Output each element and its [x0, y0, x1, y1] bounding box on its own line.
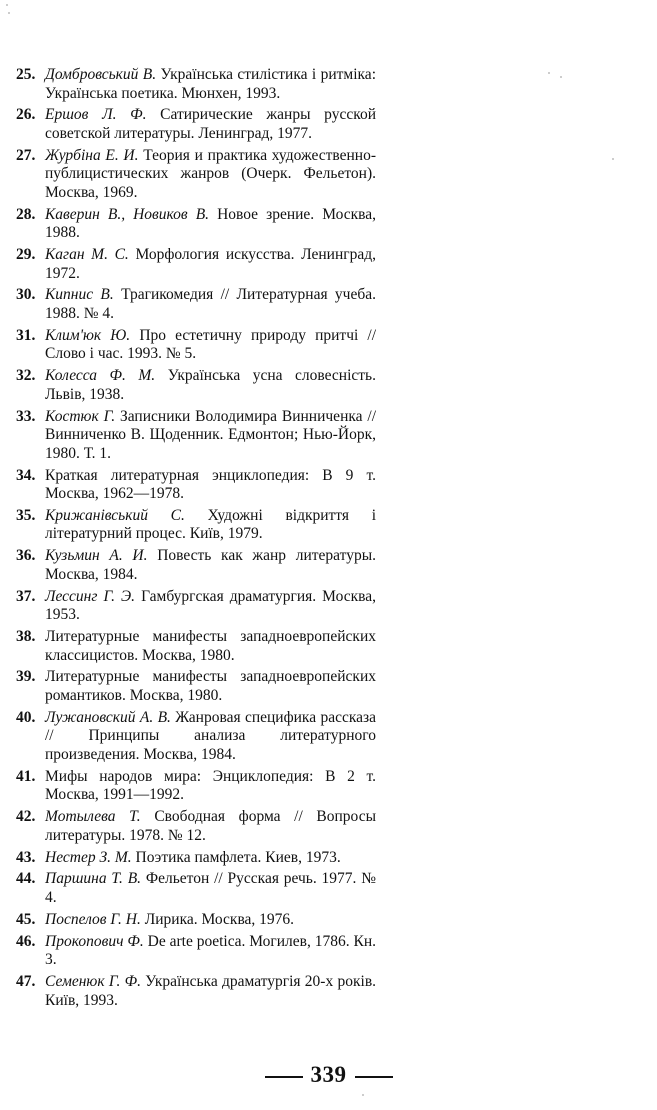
entry-text: Литературные манифесты западноевропейских романтиков. Москва, 1980. [45, 668, 376, 704]
entry-number: 39. [16, 668, 36, 686]
entry-author: Костюк Г. [45, 407, 116, 425]
entry-number: 46. [16, 932, 36, 950]
bibliography-entry [16, 327, 376, 364]
page-number-footer [0, 1062, 657, 1088]
bibliography-entry [16, 246, 376, 283]
entry-number: 37. [16, 587, 36, 605]
bibliography-entry [16, 628, 376, 665]
entry-author: Ершов Л. Ф. [45, 106, 147, 124]
entry-text: Записники Володимира Винниченка // Винниченко В. Щоденник. Едмонтон; Нью-Йорк, 1980. Т. 1. [45, 407, 377, 462]
page-number: 339 [310, 1062, 347, 1087]
entry-text: Поэтика памфлета. Киев, 1973. [135, 848, 341, 866]
bibliography-entry [16, 467, 376, 504]
entry-author: Лужановский А. В. [45, 708, 171, 726]
entry-text: Українська стилістика і ритміка: Українська поетика. Мюнхен, 1993. [45, 66, 376, 102]
entry-author: Кузьмин А. И. [45, 547, 148, 565]
entry-number: 38. [16, 628, 36, 646]
entry-author: Каган М. С. [45, 246, 129, 264]
entry-number: 47. [16, 973, 36, 991]
entry-text: Українська усна словесність. Львів, 1938. [45, 367, 376, 403]
entry-text: Про естетичну природу притчі // Слово і час. 1993. № 5. [45, 326, 377, 363]
entry-number: 45. [16, 910, 36, 928]
entry-number: 29. [16, 246, 36, 264]
entry-text: Художні відкриття і літературний процес. Київ, 1979. [45, 506, 376, 543]
entry-text: Повесть как жанр литературы. Москва, 1984. [45, 547, 377, 583]
entry-text: Новое зрение. Москва, 1988. [45, 205, 377, 242]
entry-text: De arte poetica. Могилев, 1786. Кн. 3. [45, 932, 377, 969]
bibliography-entry [16, 870, 376, 907]
entry-number: 36. [16, 547, 36, 565]
bibliography-entry [16, 668, 376, 705]
entry-number: 44. [16, 870, 36, 888]
bibliography-entry [16, 709, 376, 765]
entry-author: Домбровський В. [45, 66, 157, 83]
right-dash [355, 1076, 393, 1078]
entry-number: 26. [16, 106, 36, 124]
entry-text: Краткая литературная энциклопедия: В 9 т. Москва, 1962—1978. [45, 466, 376, 503]
entry-author: Крижанівський С. [45, 506, 185, 524]
entry-number: 35. [16, 506, 36, 524]
entry-text: Сатирические жанры русской советской литературы. Ленинград, 1977. [45, 106, 377, 142]
bibliography-list [16, 66, 376, 1013]
bibliography-entry [16, 367, 376, 404]
bibliography-entry [16, 547, 376, 584]
entry-text: Жанровая специфика рассказа // Принципы анализа литературного произведения. Москва, 1984. [45, 708, 377, 763]
entry-author: Паршина Т. В. [45, 870, 142, 888]
bibliography-entry [16, 408, 376, 464]
entry-author: Кипнис В. [45, 286, 114, 304]
entry-author: Нестер З. М. [45, 848, 132, 866]
bibliography-entry [16, 768, 376, 805]
entry-text: Литературные манифесты западноевропейских классицистов. Москва, 1980. [45, 628, 376, 664]
entry-author: Журбіна Е. И. [45, 146, 139, 164]
bibliography-entry [16, 206, 376, 243]
scan-speck [8, 12, 10, 14]
scan-speck [548, 72, 550, 74]
entry-text: Гамбургская драматургия. Москва, 1953. [45, 587, 376, 624]
entry-author: Каверин В., Новиков В. [45, 205, 210, 223]
entry-author: Колесса Ф. М. [45, 367, 156, 385]
bibliography-entry [16, 808, 376, 845]
bibliography-entry [16, 911, 376, 930]
entry-number: 27. [16, 146, 36, 164]
entry-text: Фельетон // Русская речь. 1977. № 4. [45, 870, 377, 906]
entry-number: 33. [16, 407, 36, 425]
entry-author: Клим'юк Ю. [45, 326, 131, 344]
entry-number: 34. [16, 466, 36, 484]
entry-text: Мифы народов мира: Энциклопедия: В 2 т. Москва, 1991—1992. [45, 767, 376, 804]
entry-author: Мотылева Т. [45, 808, 141, 826]
bibliography-entry [16, 106, 376, 143]
entry-text: Морфология искусства. Ленинград, 1972. [45, 246, 377, 282]
entry-number: 43. [16, 848, 36, 866]
entry-number: 25. [16, 66, 36, 83]
entry-text: Свободная форма // Вопросы литературы. 1978. № 12. [45, 808, 376, 844]
scan-speck [612, 158, 614, 160]
entry-number: 41. [16, 767, 36, 785]
bibliography-entry [16, 588, 376, 625]
entry-text: Теория и практика художественно-публицистических жанров (Очерк. Фельетон). Москва, 1969. [45, 146, 376, 201]
entry-author: Прокопович Ф. [45, 932, 144, 950]
entry-text: Трагикомедия // Литературная учеба. 1988. № 4. [45, 286, 376, 322]
scan-speck [362, 1094, 364, 1096]
bibliography-entry [16, 66, 376, 103]
bibliography-entry [16, 147, 376, 203]
entry-text: Українська драматургія 20-х років. Київ, 1993. [45, 973, 377, 1009]
entry-author: Поспелов Г. Н. [45, 910, 141, 928]
entry-text: Лирика. Москва, 1976. [144, 910, 295, 928]
entry-number: 31. [16, 326, 36, 344]
bibliography-entry [16, 973, 376, 1010]
left-dash [265, 1076, 303, 1078]
entry-number: 32. [16, 367, 36, 385]
bibliography-entry [16, 849, 376, 868]
entry-author: Лессинг Г. Э. [45, 587, 136, 605]
bibliography-entry [16, 507, 376, 544]
bibliography-entry [16, 933, 376, 970]
entry-number: 28. [16, 205, 36, 223]
entry-number: 40. [16, 708, 36, 726]
scan-speck [6, 4, 8, 6]
entry-author: Семенюк Г. Ф. [45, 973, 141, 991]
entry-number: 42. [16, 808, 36, 826]
entry-number: 30. [16, 286, 36, 304]
bibliography-entry [16, 286, 376, 323]
scan-speck [560, 76, 562, 78]
